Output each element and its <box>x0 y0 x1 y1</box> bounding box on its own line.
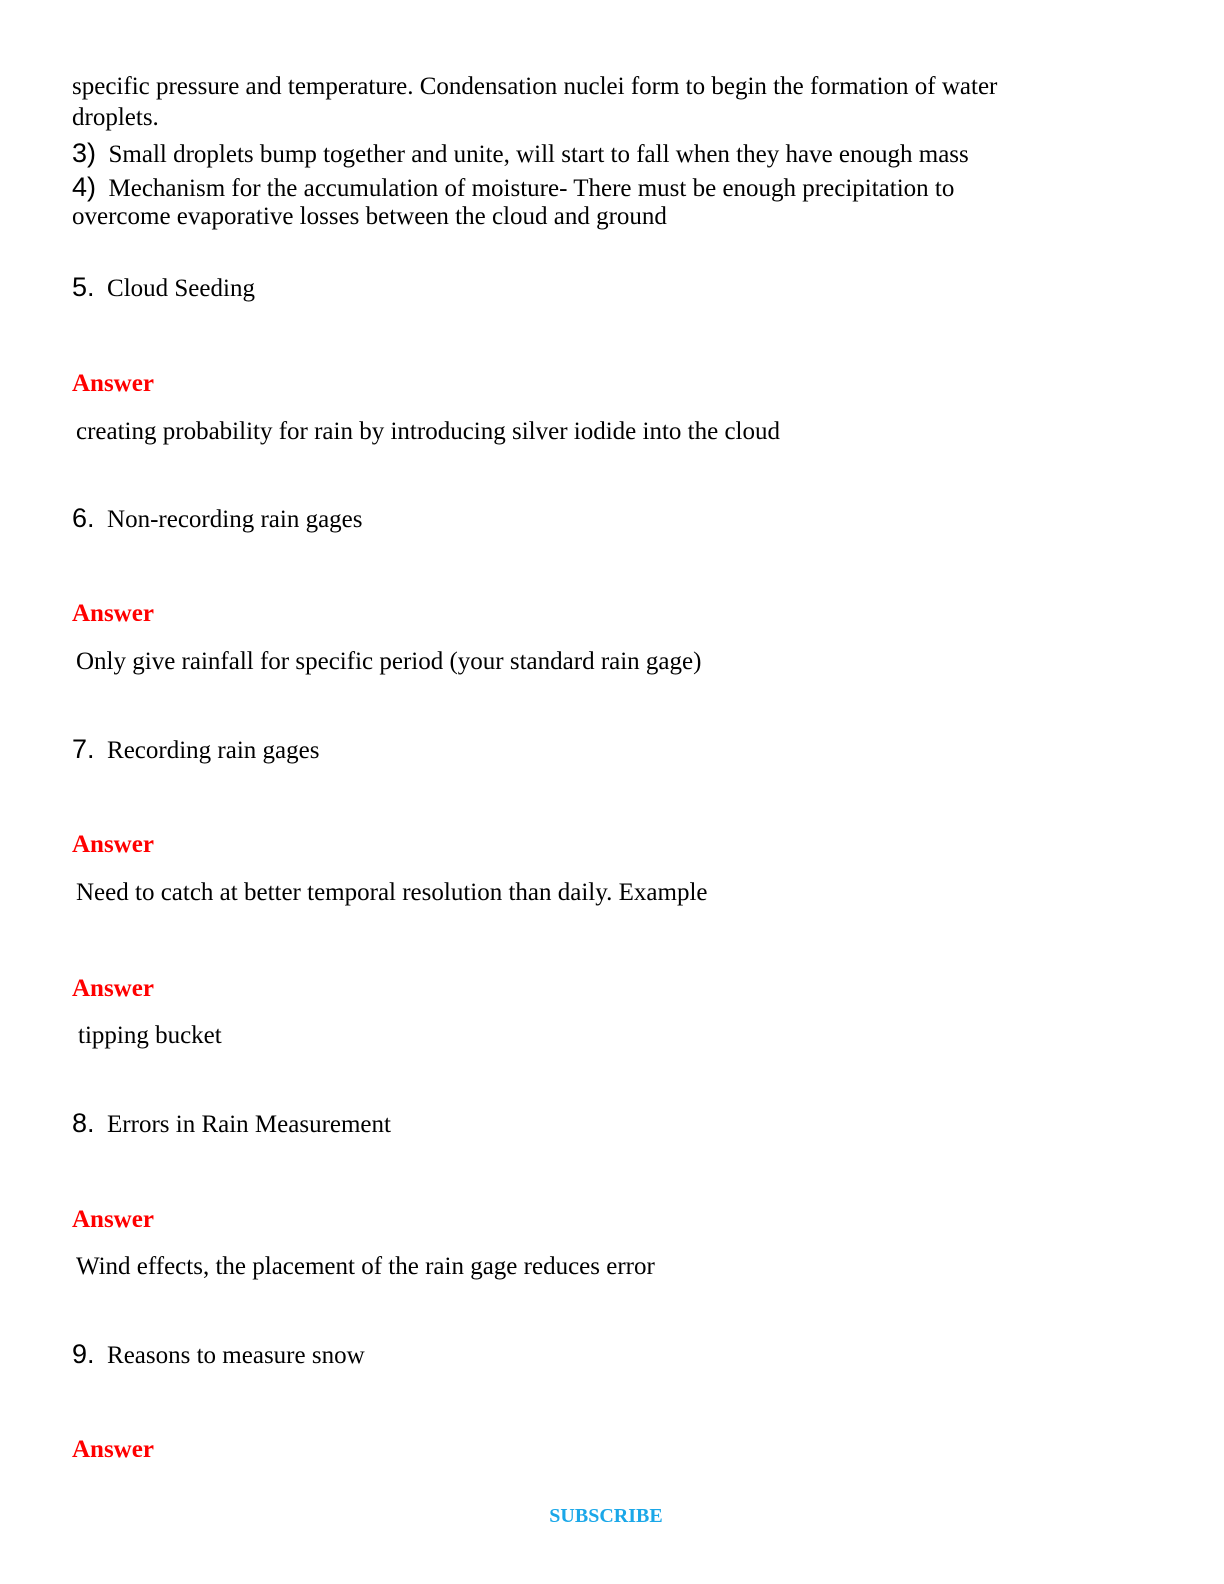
question-number: 5. <box>72 272 95 302</box>
question-number: 9. <box>72 1339 95 1369</box>
question-number: 8. <box>72 1108 95 1138</box>
question-number: 6. <box>72 503 95 533</box>
step-4-continuation: overcome evaporative losses between the cloud and ground <box>72 203 667 230</box>
answer-text: Need to catch at better temporal resolution than daily. Example <box>76 879 708 906</box>
step-text: Mechanism for the accumulation of moisture- There must be enough precipitation to <box>108 175 955 202</box>
question-8 <box>72 1108 391 1140</box>
step-4 <box>72 172 954 204</box>
question-7 <box>72 734 319 766</box>
subscribe-link[interactable]: SUBSCRIBE <box>549 1505 663 1527</box>
question-title: Reasons to measure snow <box>107 1342 365 1369</box>
question-title: Non-recording rain gages <box>107 506 363 533</box>
question-title: Errors in Rain Measurement <box>107 1111 391 1138</box>
step-3 <box>72 138 969 170</box>
question-5 <box>72 272 255 304</box>
answer-text: tipping bucket <box>78 1022 222 1049</box>
answer-label: Answer <box>72 370 154 397</box>
answer-label: Answer <box>72 975 154 1002</box>
question-number: 7. <box>72 734 95 764</box>
question-title: Cloud Seeding <box>107 275 255 302</box>
intro-line-1: specific pressure and temperature. Condensation nuclei form to begin the formation of water <box>72 73 998 100</box>
answer-text: creating probability for rain by introducing silver iodide into the cloud <box>76 418 780 445</box>
answer-text: Wind effects, the placement of the rain gage reduces error <box>76 1253 655 1280</box>
intro-line-2: droplets. <box>72 104 159 131</box>
answer-label: Answer <box>72 600 154 627</box>
question-title: Recording rain gages <box>107 737 320 764</box>
answer-label: Answer <box>72 1436 154 1463</box>
step-text: Small droplets bump together and unite, will start to fall when they have enough mass <box>108 141 969 168</box>
question-6 <box>72 503 363 535</box>
step-number: 4) <box>72 172 97 202</box>
answer-label: Answer <box>72 1206 154 1233</box>
question-9 <box>72 1339 365 1371</box>
answer-label: Answer <box>72 831 154 858</box>
answer-text: Only give rainfall for specific period (your standard rain gage) <box>76 648 702 675</box>
step-number: 3) <box>72 138 97 168</box>
